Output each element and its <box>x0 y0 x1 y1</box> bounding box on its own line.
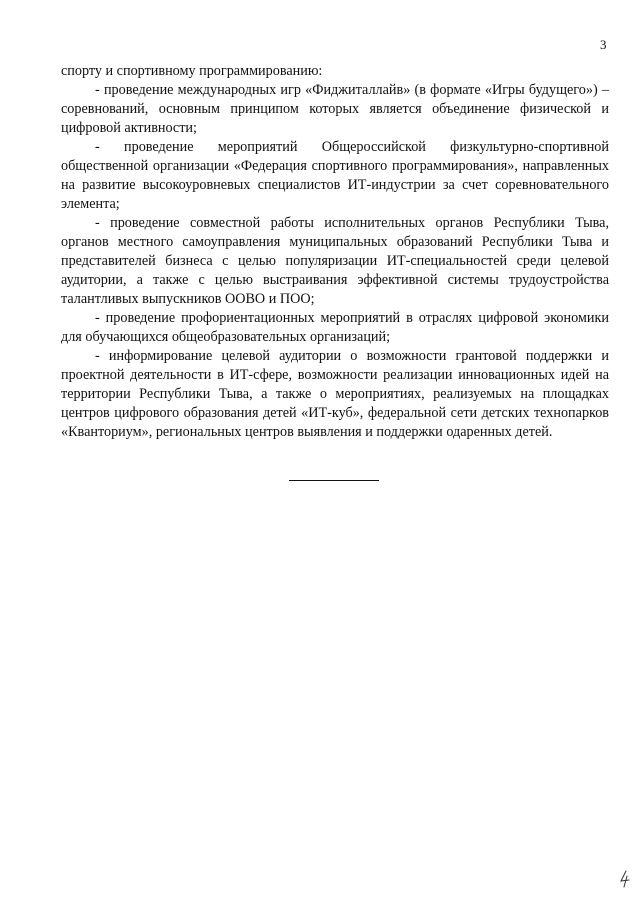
end-divider <box>289 480 379 481</box>
paragraph-career-guidance: - проведение профориентационных мероприятий в отраслях цифровой экономики для обучающихся общеобразовательных организаций; <box>61 310 609 345</box>
handwritten-mark-icon <box>617 870 633 888</box>
page-number: 3 <box>600 37 607 52</box>
paragraph-federation-events: - проведение мероприятий Общероссийской физкультурно-спортивной общественной организации «Федерация спортивного программирования», направленных на развитие высокоуровневых специалистов ИТ-индустрии за счет соревновательного элемента; <box>61 139 609 212</box>
paragraph-informing-audience: - информирование целевой аудитории о возможности грантовой поддержки и проектной деятельности в ИТ-сфере, возможности реализации инновационных идей на территории Республики Тыва, а также о мероприятиях, реализуемых на площадках центров цифрового образования детей «ИТ-куб», федеральной сети детских технопарков «Кванториум», региональных центров выявления и поддержки одаренных детей. <box>61 348 609 440</box>
paragraph-international-games: - проведение международных игр «Фиджиталлайв» (в формате «Игры будущего») – соревнований, основным принципом которых является объединение физической и цифровой активности; <box>61 82 609 136</box>
paragraph-continuation: спорту и спортивному программированию: <box>61 63 323 79</box>
document-body <box>61 62 609 442</box>
paragraph-joint-work: - проведение совместной работы исполнительных органов Республики Тыва, органов местного самоуправления муниципальных образований Республики Тыва и представителей бизнеса с целью популяризации ИТ-специальностей среди целевой аудитории, а также с целью выстраивания эффективной системы трудоустройства талантливых выпускников ООВО и ПОО; <box>61 215 609 307</box>
